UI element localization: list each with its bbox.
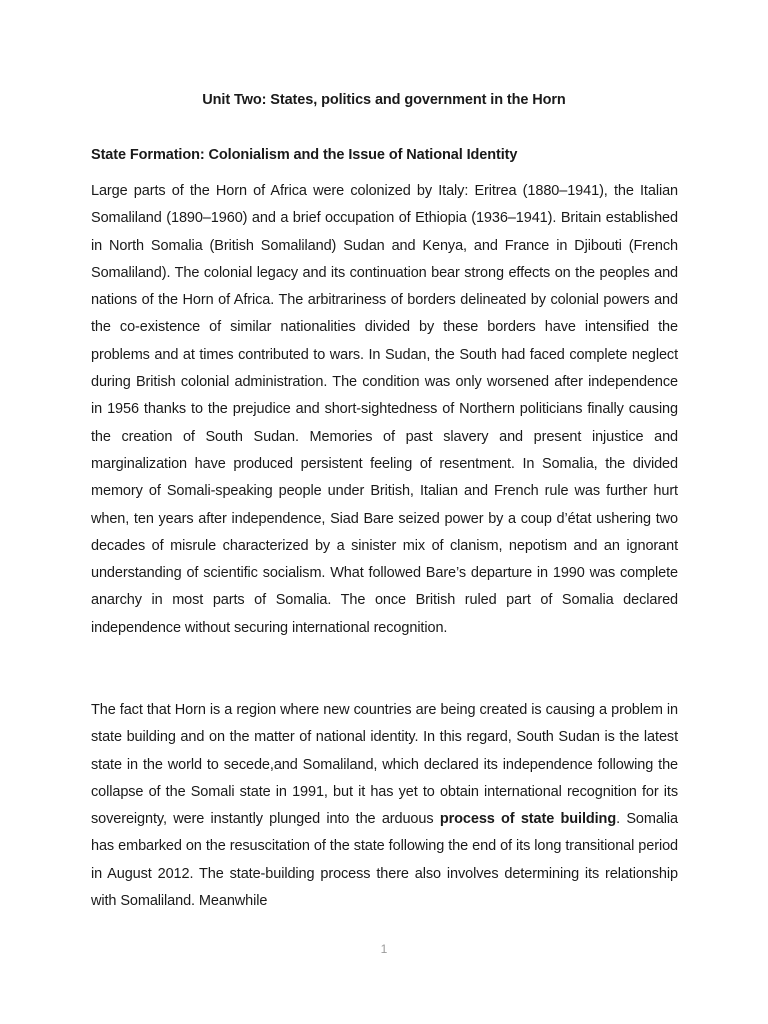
unit-title: Unit Two: States, politics and government in the Horn [202, 92, 566, 108]
paragraph-2-text-after: . Somalia has embarked on the resuscitation of the state following the end of its long transitional period in August 2012. The state-building process there also involves determining its relationship with Somaliland. Meanwhile [91, 811, 679, 910]
page-number: 1 [380, 942, 388, 956]
paragraph-2-text-before: The fact that Horn is a region where new countries are being created is causing a problem in state building and on the matter of national identity. In this regard, South Sudan is the latest state in the world to secede,and Somaliland, which declared its independence following the collapse of the Somali state in 1991, but it has yet to obtain international recognition for its sovereignty, were instantly plunged into the arduous [91, 702, 678, 828]
body-paragraph-1: Large parts of the Horn of Africa were colonized by Italy: Eritrea (1880–1941), the Italian Somaliland (1890–1960) and a brief occupation of Ethiopia (1936–1941). Britain established in North Somalia (British Somaliland) Sudan and Kenya, and France in Djibouti (French Somaliland). The colonial legacy and its continuation bear strong effects on the peoples and nations of the Horn of Africa. The arbitrariness of borders delineated by colonial powers and the co-existence of similar nationalities divided by these borders have intensified the problems and at times contributed to wars. In Sudan, the South had faced complete neglect during British colonial administration. The condition was only worsened after independence in 1956 thanks to the prejudice and short-sightedness of Northern politicians finally causing the creation of South Sudan. Memories of past slavery and present injustice and marginalization have produced persistent feeling of resentment. In Somalia, the divided memory of Somali-speaking people under British, Italian and French rule was further hurt when, ten years after independence, Siad Bare seized power by a coup d’état ushering two decades of misrule characterized by a sinister mix of clanism, nepotism and an ignorant understanding of scientific socialism. What followed Bare’s departure in 1990 was complete anarchy in most parts of Somalia. The once British ruled part of Somalia declared independence without securing international recognition. [91, 183, 678, 636]
body-paragraph-2 [91, 697, 678, 915]
emphasized-phrase: process of state building [439, 811, 617, 828]
section-heading: State Formation: Colonialism and the Issue of National Identity [91, 147, 518, 163]
